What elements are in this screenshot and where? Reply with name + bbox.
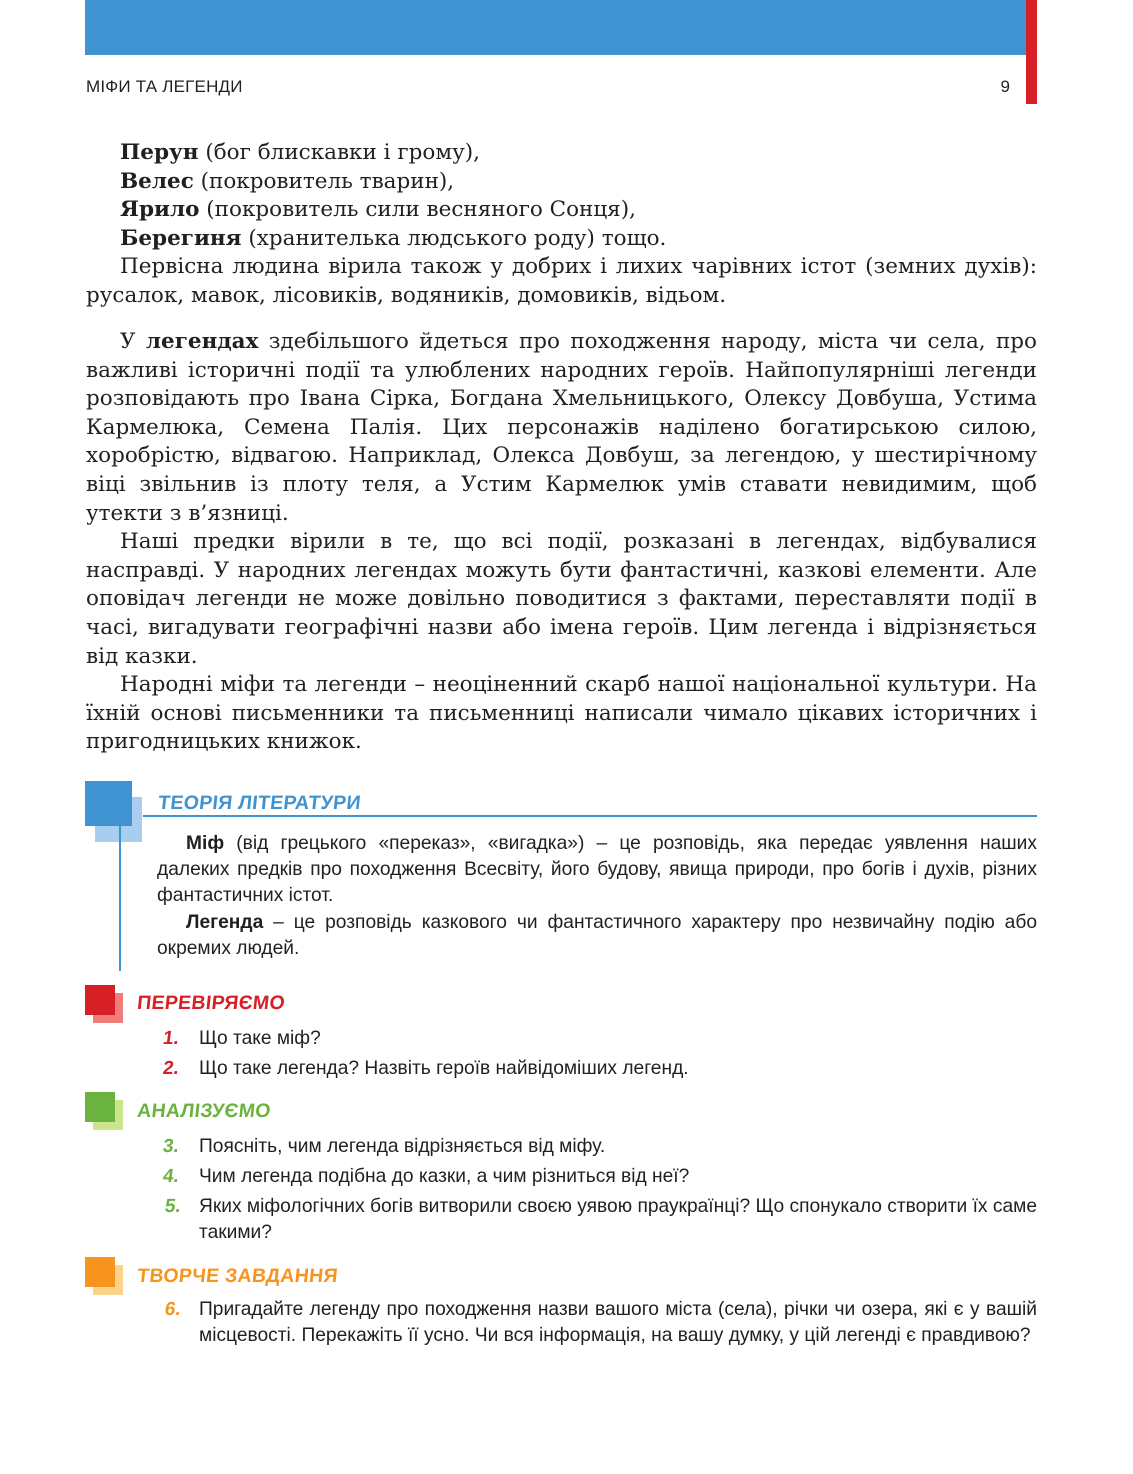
legend-term: Легенда xyxy=(186,911,264,933)
myth-definition xyxy=(157,831,1037,910)
question-text: Поясніть, чим легенда відрізняється від міфу. xyxy=(199,1136,606,1157)
question-item xyxy=(163,1194,1037,1246)
question-item xyxy=(163,1134,1037,1160)
legends-block xyxy=(86,328,1037,757)
god-desc: (покровитель тварин), xyxy=(193,168,455,194)
legends-rest: здебільшого йдеться про походження народу, міста чи села, про важливі історичні події та улюблених народних героїв. Найпопулярніші легенди розповідають про Івана Сірка, Богдана Хмельницького, Олексу Довбуша, Устима Кармелюка, Семена Палія. Цих персонажів наділено богатирською силою, хоробрістю, відвагою. Наприклад, Олекса Довбуш, за легендою, у шестирічному віці звільнив із плоту теля, а Устим Кармелюк умів ставати невидимим, щоб утекти з в’язниці. xyxy=(86,329,1037,526)
check-heading: ПЕРЕВІРЯЄМО xyxy=(136,992,287,1014)
god-name: Перун xyxy=(120,140,199,165)
god-name: Велес xyxy=(120,168,194,194)
legends-lead: У xyxy=(120,329,146,354)
god-line xyxy=(86,196,1037,225)
creative-heading: ТВОРЧЕ ЗАВДАННЯ xyxy=(136,1265,340,1287)
question-item xyxy=(163,1056,1037,1082)
theory-underline xyxy=(143,815,1037,817)
treasure-paragraph: Народні міфи та легенди – неоціненний скарб нашої національної культури. На їхній основі письменники та письменниці написали чимало цікавих історичних і пригодницьких книжок. xyxy=(86,672,1037,755)
question-text: Що таке міф? xyxy=(199,1028,321,1049)
god-line xyxy=(86,225,1037,254)
question-number: 6. xyxy=(163,1299,183,1320)
theory-left-rule xyxy=(119,826,121,971)
god-desc: (бог блискавки і грому), xyxy=(198,140,480,165)
question-number: 3. xyxy=(161,1136,181,1157)
legends-paragraph xyxy=(86,328,1037,528)
god-name: Берегиня xyxy=(120,225,242,251)
god-line xyxy=(86,139,1037,168)
god-line xyxy=(86,168,1037,197)
question-number: 2. xyxy=(161,1058,181,1079)
page-number: 9 xyxy=(1000,77,1010,96)
analyze-heading: АНАЛІЗУЄМО xyxy=(136,1100,272,1122)
god-name: Ярило xyxy=(120,197,200,223)
theory-heading: ТЕОРІЯ ЛІТЕРАТУРИ xyxy=(157,792,362,814)
analyze-marker xyxy=(85,1092,115,1122)
question-item xyxy=(163,1026,1037,1052)
running-head: МІФИ ТА ЛЕГЕНДИ xyxy=(86,77,243,96)
legend-definition xyxy=(157,910,1037,962)
question-number: 4. xyxy=(161,1166,181,1187)
question-text: Яких міфологічних богів витворили своєю уявою праукраїнці? Що спонукало створити їх саме такими? xyxy=(199,1196,1037,1244)
question-number: 5. xyxy=(163,1196,183,1217)
gods-block xyxy=(86,139,1037,311)
question-text: Що таке легенда? Назвіть героїв найвідоміших легенд. xyxy=(199,1058,689,1079)
question-text: Чим легенда подібна до казки, а чим різниться від неї? xyxy=(199,1166,690,1187)
legends-term: легендах xyxy=(145,329,259,354)
header-color-band xyxy=(85,0,1029,55)
myth-def: (від грецького «переказ», «вигадка») – це розповідь, яка передає уявлення наших далеких предків про походження Всесвіту, його будову, явища природи, про богів і духів, різних фантастичних істот. xyxy=(157,833,1037,907)
god-desc: (покровитель сили весняного Сонця), xyxy=(199,197,636,223)
theory-marker xyxy=(85,781,132,826)
question-text: Пригадайте легенду про походження назви вашого міста (села), річки чи озера, які є у вашій місцевості. Перекажіть її усно. Чи вся інформація, на вашу думку, у цій легенді є правдивою? xyxy=(199,1299,1037,1347)
creative-marker xyxy=(85,1257,115,1287)
check-marker xyxy=(85,985,115,1015)
belief-paragraph: Наші предки вірили в те, що всі події, розказані в легендах, відбувалися насправді. У народних легендах можуть бути фантастичні, казкові елементи. Але оповідач легенди не може довільно поводитися з фактами, переставляти події в часі, вигадувати географічні назви або імена героїв. Цим легенда і відрізняється від казки. xyxy=(86,529,1037,669)
question-number: 1. xyxy=(161,1028,181,1049)
page-edge-marker xyxy=(1026,0,1037,104)
theory-text xyxy=(157,831,1037,962)
spirits-paragraph: Первісна людина вірила також у добрих і лихих чарівних істот (земних духів): русалок, мавок, лісовиків, водяників, домовиків, відьом. xyxy=(86,254,1037,308)
god-desc: (хранителька людського роду) тощо. xyxy=(241,225,667,251)
myth-term: Міф xyxy=(186,833,225,854)
question-item xyxy=(163,1297,1037,1349)
legend-def: – це розповідь казкового чи фантастичного характеру про незвичайну подію або окремих людей. xyxy=(157,911,1037,959)
question-item xyxy=(163,1164,1037,1190)
